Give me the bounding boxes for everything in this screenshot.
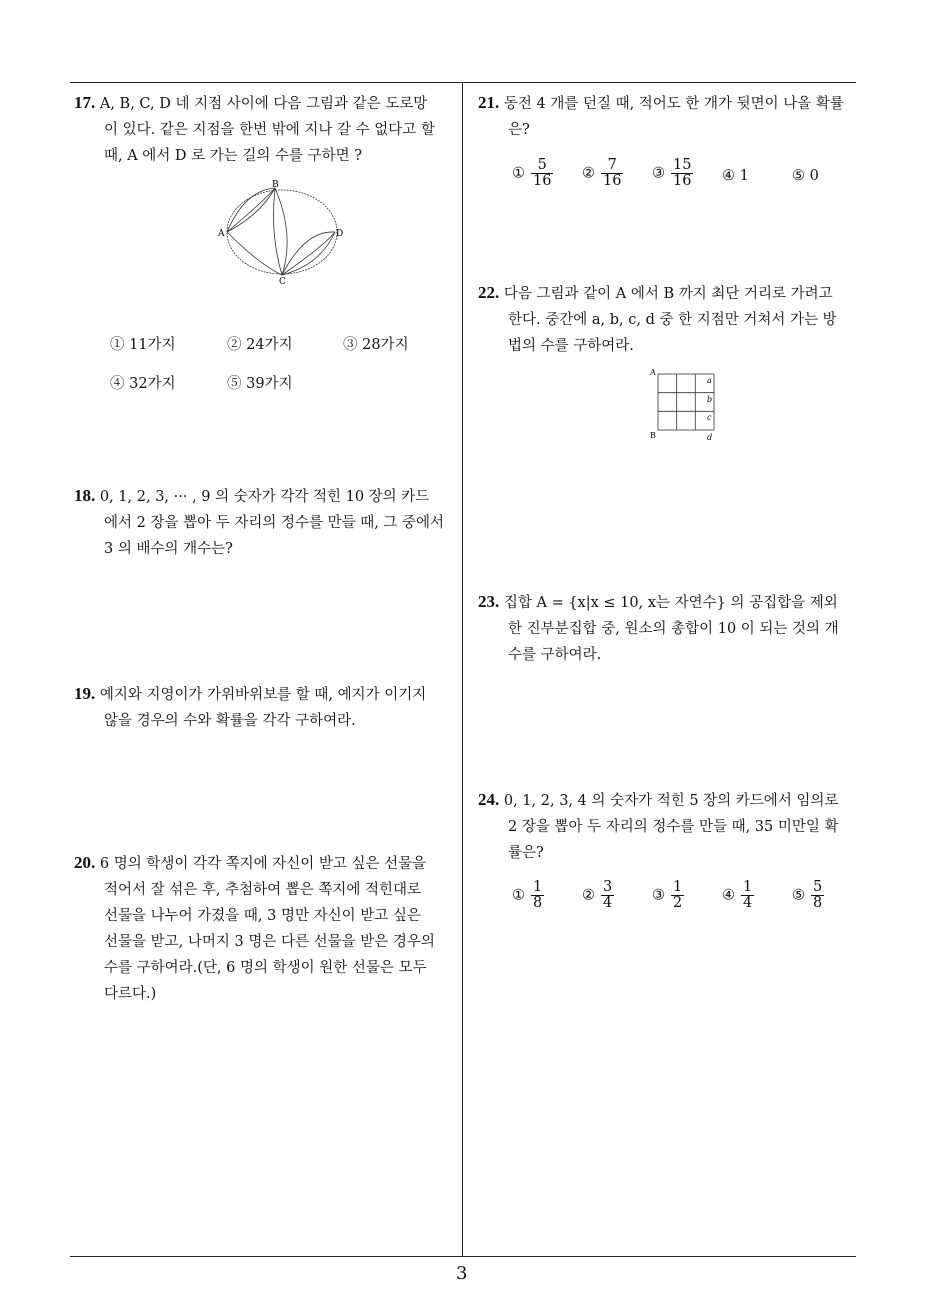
choice-4[interactable]: ④ $\frac{1}{4}$ (722, 879, 753, 911)
question-19 (74, 681, 459, 734)
question-22 (478, 280, 863, 359)
question-line: 한 진부분집합 중, 원소의 총합이 10 이 되는 것의 개 (508, 621, 839, 637)
choice-3[interactable]: ③ 28가지 (343, 337, 409, 353)
question-line: 선물을 나누어 가졌을 때, 3 명만 자신이 받고 싶은 (104, 908, 421, 924)
question-number: 21. (478, 93, 500, 112)
question-line: 0, 1, 2, 3, ··· , 9 의 숫자가 각각 적힌 10 장의 카드 (99, 489, 430, 505)
figure-label-c: C (279, 277, 286, 285)
question-line: A, B, C, D 네 지점 사이에 다음 그림과 같은 도로망 (99, 96, 428, 112)
question-24 (478, 787, 863, 866)
question-line: 한다. 중간에 a, b, c, d 중 한 지점만 거쳐서 가는 방 (508, 312, 837, 328)
figure-label-A: A (650, 368, 656, 377)
question-line: 선물을 받고, 나머지 3 명은 다른 선물을 받은 경우의 (104, 934, 435, 950)
question-number: 23. (478, 592, 500, 611)
question-line: 2 장을 뽑아 두 자리의 정수를 만들 때, 35 미만일 확 (508, 819, 839, 835)
question-line: 률은? (508, 845, 544, 861)
choice-2[interactable]: ② 24가지 (227, 337, 293, 353)
question-21 (478, 90, 863, 143)
question-20 (74, 850, 459, 1007)
choice-5[interactable]: ⑤ $\frac{5}{8}$ (792, 879, 823, 911)
question-line: 에서 2 장을 뽑아 두 자리의 정수를 만들 때, 그 중에서 (104, 515, 445, 531)
choice-5[interactable]: ⑤ 39가지 (227, 376, 293, 392)
figure-label-a: A (218, 229, 225, 239)
question-line: 0, 1, 2, 3, 4 의 숫자가 적힌 5 장의 카드에서 임의로 (503, 793, 839, 809)
column-divider (462, 82, 463, 1257)
question-number: 19. (74, 684, 96, 703)
figure-label-b: b (707, 395, 713, 404)
question-line: 다음 그림과 같이 A 에서 B 까지 최단 거리로 가려고 (503, 286, 833, 302)
page-number: 3 (456, 1263, 468, 1284)
choice-3[interactable]: ③ $\frac{1}{2}$ (652, 879, 683, 911)
question-number: 24. (478, 790, 500, 809)
road-network-figure (215, 180, 350, 285)
header-rule (70, 82, 856, 83)
figure-label-a: a (707, 376, 712, 385)
question-number: 20. (74, 853, 96, 872)
figure-label-d: d (707, 433, 713, 442)
question-line: 수를 구하여라. (508, 647, 602, 663)
figure-label-b: B (272, 180, 279, 190)
choice-1[interactable]: ① $\frac{5}{16}$ (512, 157, 552, 189)
question-17 (74, 90, 459, 169)
grid-path-figure (648, 366, 720, 444)
question-line: 다르다.) (104, 986, 157, 1002)
question-23 (478, 589, 863, 668)
footer-rule (70, 1256, 856, 1257)
choice-1[interactable]: ① $\frac{1}{8}$ (512, 879, 543, 911)
question-line: 은? (508, 122, 530, 138)
figure-label-B: B (650, 431, 656, 440)
question-line: 때, A 에서 D 로 가는 길의 수를 구하면 ? (104, 148, 363, 164)
question-line: 6 명의 학생이 각각 쪽지에 자신이 받고 싶은 선물을 (99, 856, 427, 872)
choice-4[interactable]: ④ 1 (722, 168, 749, 184)
question-line: 이 있다. 같은 지점을 한번 밖에 지나 갈 수 없다고 할 (104, 122, 435, 138)
choice-3[interactable]: ③ $\frac{15}{16}$ (652, 157, 692, 189)
choice-2[interactable]: ② $\frac{3}{4}$ (582, 879, 613, 911)
choice-5[interactable]: ⑤ 0 (792, 168, 819, 184)
figure-label-c: c (707, 413, 712, 422)
choice-4[interactable]: ④ 32가지 (110, 376, 176, 392)
question-number: 17. (74, 93, 96, 112)
question-line: 3 의 배수의 개수는? (104, 541, 233, 557)
question-number: 18. (74, 486, 96, 505)
question-line: 수를 구하여라.(단, 6 명의 학생이 원한 선물은 모두 (104, 960, 427, 976)
question-line: 적어서 잘 섞은 후, 추첨하여 뽑은 쪽지에 적힌대로 (104, 882, 422, 898)
question-line: 예지와 지영이가 가위바위보를 할 때, 예지가 이기지 (99, 687, 427, 703)
figure-label-d: D (336, 229, 344, 239)
choice-1[interactable]: ① 11가지 (110, 337, 176, 353)
question-line: 않을 경우의 수와 확률을 각각 구하여라. (104, 713, 356, 729)
question-line: 동전 4 개를 던질 때, 적어도 한 개가 뒷면이 나올 확률 (503, 96, 844, 112)
question-line: 집합 A = {x|x ≤ 10, x는 자연수} 의 공집합을 제외 (503, 595, 838, 611)
question-number: 22. (478, 283, 500, 302)
choice-2[interactable]: ② $\frac{7}{16}$ (582, 157, 622, 189)
question-line: 법의 수를 구하여라. (508, 338, 634, 354)
question-18 (74, 483, 459, 562)
